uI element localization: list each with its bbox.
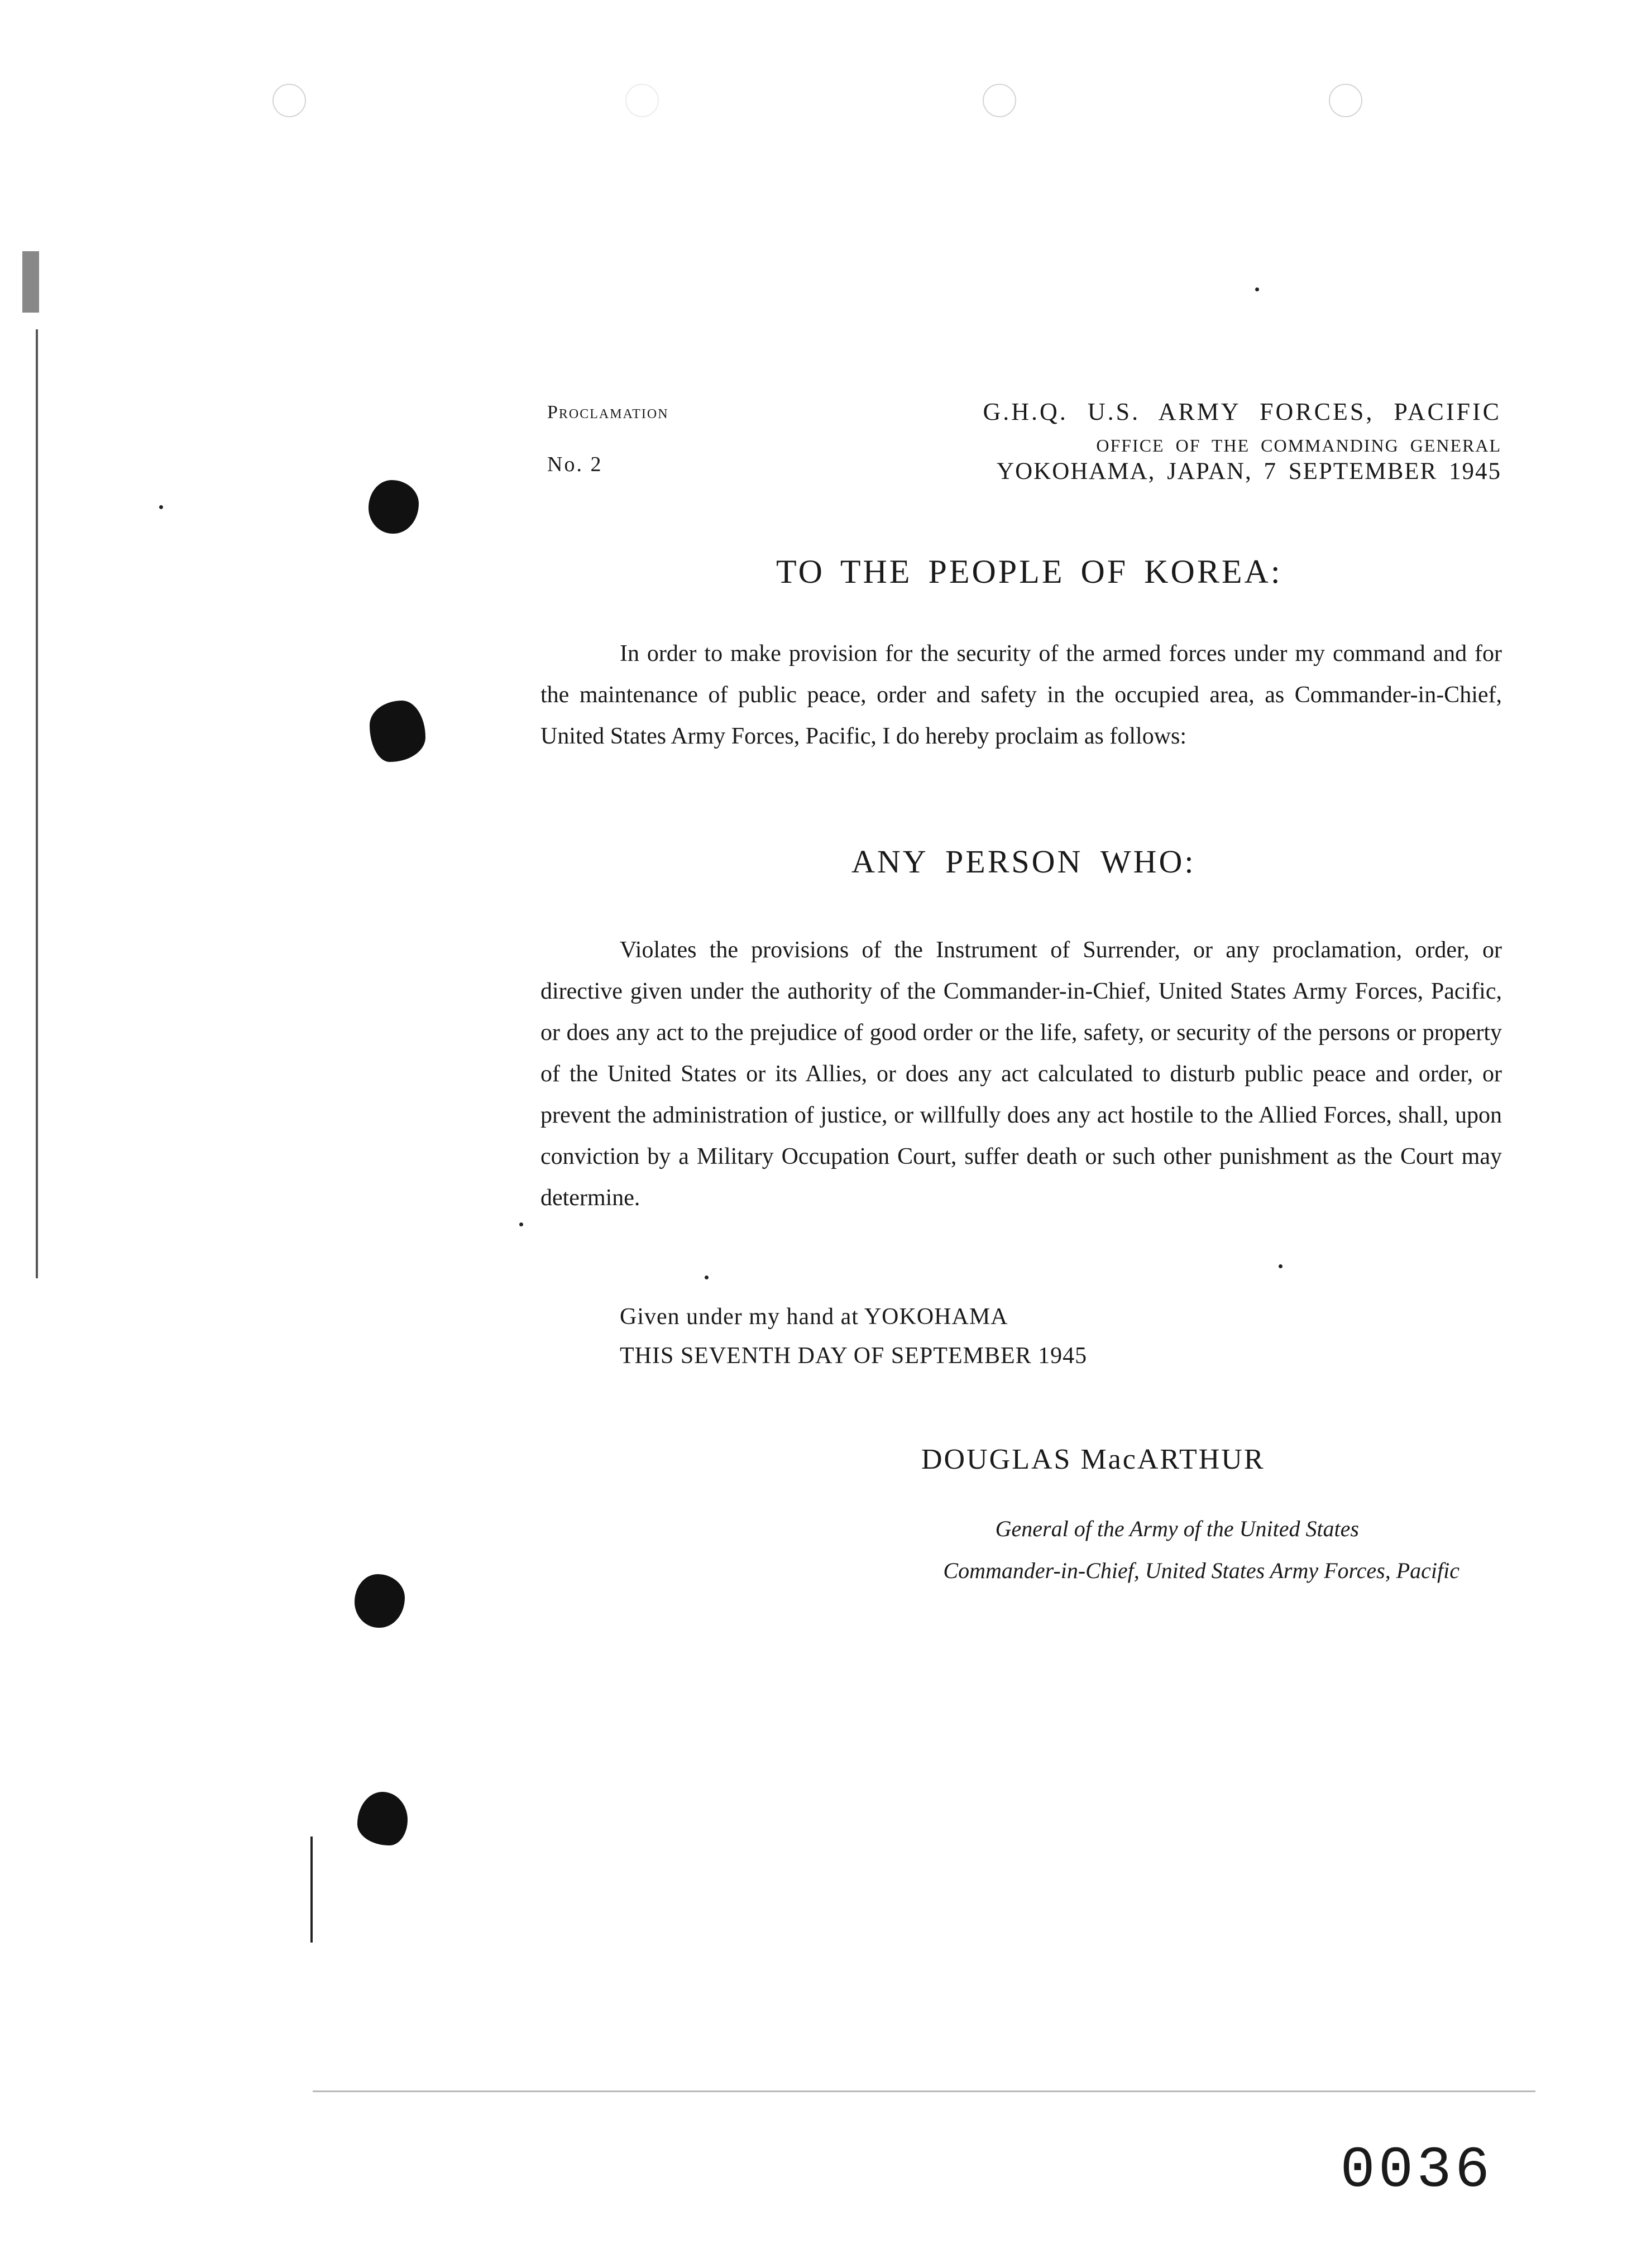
signer-title-1: General of the Army of the United States [995,1516,1359,1541]
punch-hole [1329,84,1362,117]
paragraph-2: Violates the provisions of the Instrument of Surrender, or any proclamation, order, or directive given under the authority of the Commander-in-Chief, United States Army Forces, Pacific, or does any act to the prejudice of good order or the life, safety, or security of the persons or property of the United States or its Allies, or does any act calculated to disturb public peace and order, or prevent the administration of justice, or willfully does any act hostile to the Allied Forces, shall, upon conviction by a Military Occupation Court, suffer death or such other punishment as the Court may determine. [540,937,1502,1211]
hq-line-1: G.H.Q. U.S. ARMY FORCES, PACIFIC [983,398,1501,425]
scan-speck [159,505,163,509]
paragraph-1: In order to make provision for the security of the armed forces under my command and for the maintenance of public peace, order and safety in the occupied area, as Commander-in-Chief, United States Army Forces, Pacific, I do hereby proclaim as follows: [540,641,1502,749]
section-heading: ANY PERSON WHO: [851,843,1196,880]
scan-speck [1279,1264,1283,1268]
salutation: TO THE PEOPLE OF KOREA: [776,553,1283,590]
proclamation-label: Proclamation [547,402,669,423]
scan-speck [519,1222,523,1226]
punch-hole [272,84,306,117]
signer-name: DOUGLAS MacARTHUR [921,1444,1265,1475]
page-number: 0036 [1340,2138,1493,2204]
scan-margin-mark [22,251,39,313]
ink-blot [369,480,419,534]
ink-blot [355,1574,405,1628]
ink-blot [370,701,425,762]
signer-title-2: Commander-in-Chief, United States Army Forces, Pacific [943,1558,1459,1583]
scan-speck [705,1276,709,1279]
hq-line-2: OFFICE OF THE COMMANDING GENERAL [1096,435,1501,455]
scan-margin-line [36,329,38,1278]
footer-rule [313,2090,1535,2092]
proclamation-number: No. 2 [547,453,603,476]
hq-line-3: YOKOHAMA, JAPAN, 7 SEPTEMBER 1945 [997,458,1501,485]
given-line-1: Given under my hand at YOKOHAMA [620,1304,1008,1330]
given-line-2: THIS SEVENTH DAY OF SEPTEMBER 1945 [620,1343,1088,1369]
scan-speck [1255,287,1259,291]
punch-hole [625,84,659,117]
ink-blot [357,1792,408,1845]
punch-hole [983,84,1016,117]
scan-margin-line [310,1837,313,1943]
